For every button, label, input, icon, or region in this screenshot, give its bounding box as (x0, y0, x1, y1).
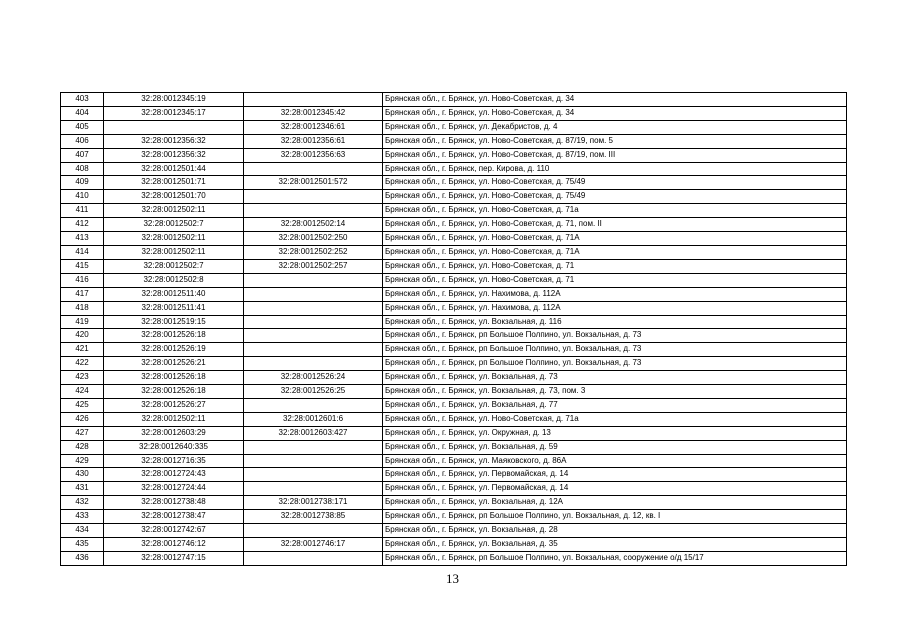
linked-object-number-cell (244, 93, 383, 107)
table-row (61, 218, 847, 232)
linked-object-number-cell (244, 315, 383, 329)
row-number-cell: 424 (61, 385, 104, 399)
linked-object-number-cell: 32:28:0012603:427 (244, 426, 383, 440)
cadastral-number-cell: 32:28:0012502:11 (104, 204, 244, 218)
row-number-cell: 410 (61, 190, 104, 204)
address-cell: Брянская обл., г. Брянск, ул. Вокзальная, д. 77 (383, 398, 847, 412)
cadastral-number-cell: 32:28:0012640:335 (104, 440, 244, 454)
row-number-cell: 415 (61, 259, 104, 273)
linked-object-number-cell (244, 454, 383, 468)
cadastral-number-cell: 32:28:0012526:27 (104, 398, 244, 412)
cadastral-number-cell: 32:28:0012502:11 (104, 232, 244, 246)
linked-object-number-cell (244, 468, 383, 482)
page-number: 13 (446, 571, 459, 586)
cadastral-number-cell: 32:28:0012603:29 (104, 426, 244, 440)
row-number-cell: 423 (61, 371, 104, 385)
address-cell: Брянская обл., г. Брянск, ул. Первомайская, д. 14 (383, 468, 847, 482)
row-number-cell: 428 (61, 440, 104, 454)
table-row (61, 454, 847, 468)
table-row (61, 148, 847, 162)
address-cell: Брянская обл., г. Брянск, ул. Нахимова, д. 112А (383, 287, 847, 301)
table-row (61, 315, 847, 329)
row-number-cell: 429 (61, 454, 104, 468)
row-number-cell: 416 (61, 273, 104, 287)
table-row (61, 440, 847, 454)
row-number-cell: 426 (61, 412, 104, 426)
address-cell: Брянская обл., г. Брянск, ул. Вокзальная, д. 73 (383, 371, 847, 385)
table-row (61, 106, 847, 120)
cadastral-number-cell: 32:28:0012746:12 (104, 538, 244, 552)
cadastral-number-cell: 32:28:0012526:18 (104, 329, 244, 343)
address-cell: Брянская обл., г. Брянск, ул. Ново-Советская, д. 71а (383, 204, 847, 218)
table-row (61, 385, 847, 399)
address-cell: Брянская обл., г. Брянск, ул. Вокзальная, д. 35 (383, 538, 847, 552)
table-row (61, 329, 847, 343)
linked-object-number-cell (244, 482, 383, 496)
table-row (61, 551, 847, 565)
linked-object-number-cell: 32:28:0012526:25 (244, 385, 383, 399)
row-number-cell: 408 (61, 162, 104, 176)
cadastral-number-cell: 32:28:0012526:18 (104, 385, 244, 399)
cadastral-number-cell: 32:28:0012356:32 (104, 148, 244, 162)
table-row (61, 510, 847, 524)
row-number-cell: 404 (61, 106, 104, 120)
address-cell: Брянская обл., г. Брянск, ул. Первомайская, д. 14 (383, 482, 847, 496)
address-cell: Брянская обл., г. Брянск, ул. Ново-Советская, д. 34 (383, 106, 847, 120)
address-cell: Брянская обл., г. Брянск, ул. Ново-Советская, д. 71 (383, 259, 847, 273)
row-number-cell: 414 (61, 245, 104, 259)
table-row (61, 496, 847, 510)
row-number-cell: 431 (61, 482, 104, 496)
cadastral-number-cell: 32:28:0012519:15 (104, 315, 244, 329)
cadastral-number-cell: 32:28:0012738:47 (104, 510, 244, 524)
linked-object-number-cell (244, 357, 383, 371)
linked-object-number-cell (244, 162, 383, 176)
table-row (61, 259, 847, 273)
table-row (61, 162, 847, 176)
linked-object-number-cell: 32:28:0012356:63 (244, 148, 383, 162)
row-number-cell: 425 (61, 398, 104, 412)
table-row (61, 524, 847, 538)
address-cell: Брянская обл., г. Брянск, рп Большое Полпино, ул. Вокзальная, д. 73 (383, 329, 847, 343)
table-body (61, 93, 847, 566)
linked-object-number-cell: 32:28:0012501:572 (244, 176, 383, 190)
cadastral-number-cell: 32:28:0012501:70 (104, 190, 244, 204)
cadastral-number-cell: 32:28:0012356:32 (104, 134, 244, 148)
cadastral-number-cell: 32:28:0012345:19 (104, 93, 244, 107)
table-row (61, 468, 847, 482)
address-cell: Брянская обл., г. Брянск, ул. Вокзальная, д. 59 (383, 440, 847, 454)
cadastral-number-cell: 32:28:0012502:7 (104, 259, 244, 273)
linked-object-number-cell: 32:28:0012502:257 (244, 259, 383, 273)
row-number-cell: 403 (61, 93, 104, 107)
table-row (61, 357, 847, 371)
row-number-cell: 432 (61, 496, 104, 510)
address-cell: Брянская обл., г. Брянск, ул. Нахимова, д. 112А (383, 301, 847, 315)
linked-object-number-cell (244, 398, 383, 412)
table-row (61, 120, 847, 134)
address-cell: Брянская обл., г. Брянск, ул. Ново-Советская, д. 71 (383, 273, 847, 287)
address-cell: Брянская обл., г. Брянск, пер. Кирова, д. 110 (383, 162, 847, 176)
row-number-cell: 430 (61, 468, 104, 482)
table-row (61, 371, 847, 385)
linked-object-number-cell: 32:28:0012502:14 (244, 218, 383, 232)
row-number-cell: 421 (61, 343, 104, 357)
table-row (61, 232, 847, 246)
linked-object-number-cell (244, 440, 383, 454)
table-row (61, 343, 847, 357)
cadastral-number-cell: 32:28:0012738:48 (104, 496, 244, 510)
linked-object-number-cell: 32:28:0012502:252 (244, 245, 383, 259)
row-number-cell: 407 (61, 148, 104, 162)
linked-object-number-cell (244, 273, 383, 287)
address-cell: Брянская обл., г. Брянск, ул. Декабристов, д. 4 (383, 120, 847, 134)
cadastral-number-cell: 32:28:0012747:15 (104, 551, 244, 565)
cadastral-number-cell: 32:28:0012501:44 (104, 162, 244, 176)
address-cell: Брянская обл., г. Брянск, ул. Вокзальная, д. 28 (383, 524, 847, 538)
address-cell: Брянская обл., г. Брянск, ул. Ново-Советская, д. 71А (383, 232, 847, 246)
linked-object-number-cell (244, 204, 383, 218)
linked-object-number-cell: 32:28:0012356:61 (244, 134, 383, 148)
address-cell: Брянская обл., г. Брянск, ул. Вокзальная, д. 73, пом. 3 (383, 385, 847, 399)
row-number-cell: 435 (61, 538, 104, 552)
address-cell: Брянская обл., г. Брянск, ул. Ново-Советская, д. 75/49 (383, 176, 847, 190)
cadastral-number-cell: 32:28:0012511:40 (104, 287, 244, 301)
linked-object-number-cell (244, 287, 383, 301)
row-number-cell: 412 (61, 218, 104, 232)
table-row (61, 426, 847, 440)
address-cell: Брянская обл., г. Брянск, ул. Ново-Советская, д. 75/49 (383, 190, 847, 204)
cadastral-number-cell: 32:28:0012716:35 (104, 454, 244, 468)
linked-object-number-cell: 32:28:0012738:171 (244, 496, 383, 510)
address-cell: Брянская обл., г. Брянск, ул. Ново-Советская, д. 34 (383, 93, 847, 107)
cadastral-number-cell: 32:28:0012501:71 (104, 176, 244, 190)
cadastral-number-cell: 32:28:0012511:41 (104, 301, 244, 315)
linked-object-number-cell: 32:28:0012738:85 (244, 510, 383, 524)
row-number-cell: 436 (61, 551, 104, 565)
table-row (61, 287, 847, 301)
row-number-cell: 420 (61, 329, 104, 343)
row-number-cell: 417 (61, 287, 104, 301)
linked-object-number-cell: 32:28:0012502:250 (244, 232, 383, 246)
table-row (61, 412, 847, 426)
address-cell: Брянская обл., г. Брянск, ул. Вокзальная, д. 116 (383, 315, 847, 329)
table-row (61, 482, 847, 496)
cadastral-number-cell: 32:28:0012502:7 (104, 218, 244, 232)
row-number-cell: 433 (61, 510, 104, 524)
address-cell: Брянская обл., г. Брянск, ул. Ново-Советская, д. 71, пом. II (383, 218, 847, 232)
table-row (61, 538, 847, 552)
cadastral-number-cell: 32:28:0012526:18 (104, 371, 244, 385)
cadastral-number-cell: 32:28:0012502:8 (104, 273, 244, 287)
address-cell: Брянская обл., г. Брянск, ул. Маяковского, д. 86А (383, 454, 847, 468)
row-number-cell: 411 (61, 204, 104, 218)
table-row (61, 134, 847, 148)
table-row (61, 245, 847, 259)
linked-object-number-cell (244, 190, 383, 204)
address-cell: Брянская обл., г. Брянск, рп Большое Полпино, ул. Вокзальная, сооружение о/д 15/17 (383, 551, 847, 565)
row-number-cell: 409 (61, 176, 104, 190)
address-cell: Брянская обл., г. Брянск, ул. Ново-Советская, д. 71а (383, 412, 847, 426)
cadastral-register-table (60, 92, 847, 566)
linked-object-number-cell: 32:28:0012346:61 (244, 120, 383, 134)
table-row (61, 204, 847, 218)
address-cell: Брянская обл., г. Брянск, рп Большое Полпино, ул. Вокзальная, д. 73 (383, 357, 847, 371)
row-number-cell: 406 (61, 134, 104, 148)
cadastral-number-cell: 32:28:0012526:19 (104, 343, 244, 357)
cadastral-number-cell (104, 120, 244, 134)
linked-object-number-cell: 32:28:0012746:17 (244, 538, 383, 552)
cadastral-number-cell: 32:28:0012345:17 (104, 106, 244, 120)
address-cell: Брянская обл., г. Брянск, ул. Вокзальная, д. 12А (383, 496, 847, 510)
row-number-cell: 405 (61, 120, 104, 134)
cadastral-number-cell: 32:28:0012724:44 (104, 482, 244, 496)
table-row (61, 176, 847, 190)
linked-object-number-cell (244, 329, 383, 343)
cadastral-number-cell: 32:28:0012742:67 (104, 524, 244, 538)
table-row (61, 190, 847, 204)
row-number-cell: 434 (61, 524, 104, 538)
table-row (61, 93, 847, 107)
linked-object-number-cell (244, 301, 383, 315)
linked-object-number-cell: 32:28:0012526:24 (244, 371, 383, 385)
row-number-cell: 418 (61, 301, 104, 315)
address-cell: Брянская обл., г. Брянск, ул. Ново-Советская, д. 87/19, пом. III (383, 148, 847, 162)
table-row (61, 273, 847, 287)
linked-object-number-cell (244, 524, 383, 538)
address-cell: Брянская обл., г. Брянск, рп Большое Полпино, ул. Вокзальная, д. 12, кв. I (383, 510, 847, 524)
address-cell: Брянская обл., г. Брянск, ул. Окружная, д. 13 (383, 426, 847, 440)
row-number-cell: 413 (61, 232, 104, 246)
linked-object-number-cell: 32:28:0012345:42 (244, 106, 383, 120)
cadastral-number-cell: 32:28:0012502:11 (104, 412, 244, 426)
row-number-cell: 419 (61, 315, 104, 329)
address-cell: Брянская обл., г. Брянск, ул. Ново-Советская, д. 71А (383, 245, 847, 259)
address-cell: Брянская обл., г. Брянск, рп Большое Полпино, ул. Вокзальная, д. 73 (383, 343, 847, 357)
row-number-cell: 427 (61, 426, 104, 440)
table-row (61, 301, 847, 315)
address-cell: Брянская обл., г. Брянск, ул. Ново-Советская, д. 87/19, пом. 5 (383, 134, 847, 148)
linked-object-number-cell (244, 551, 383, 565)
row-number-cell: 422 (61, 357, 104, 371)
linked-object-number-cell: 32:28:0012601:6 (244, 412, 383, 426)
cadastral-number-cell: 32:28:0012526:21 (104, 357, 244, 371)
cadastral-number-cell: 32:28:0012724:43 (104, 468, 244, 482)
table-row (61, 398, 847, 412)
cadastral-number-cell: 32:28:0012502:11 (104, 245, 244, 259)
linked-object-number-cell (244, 343, 383, 357)
